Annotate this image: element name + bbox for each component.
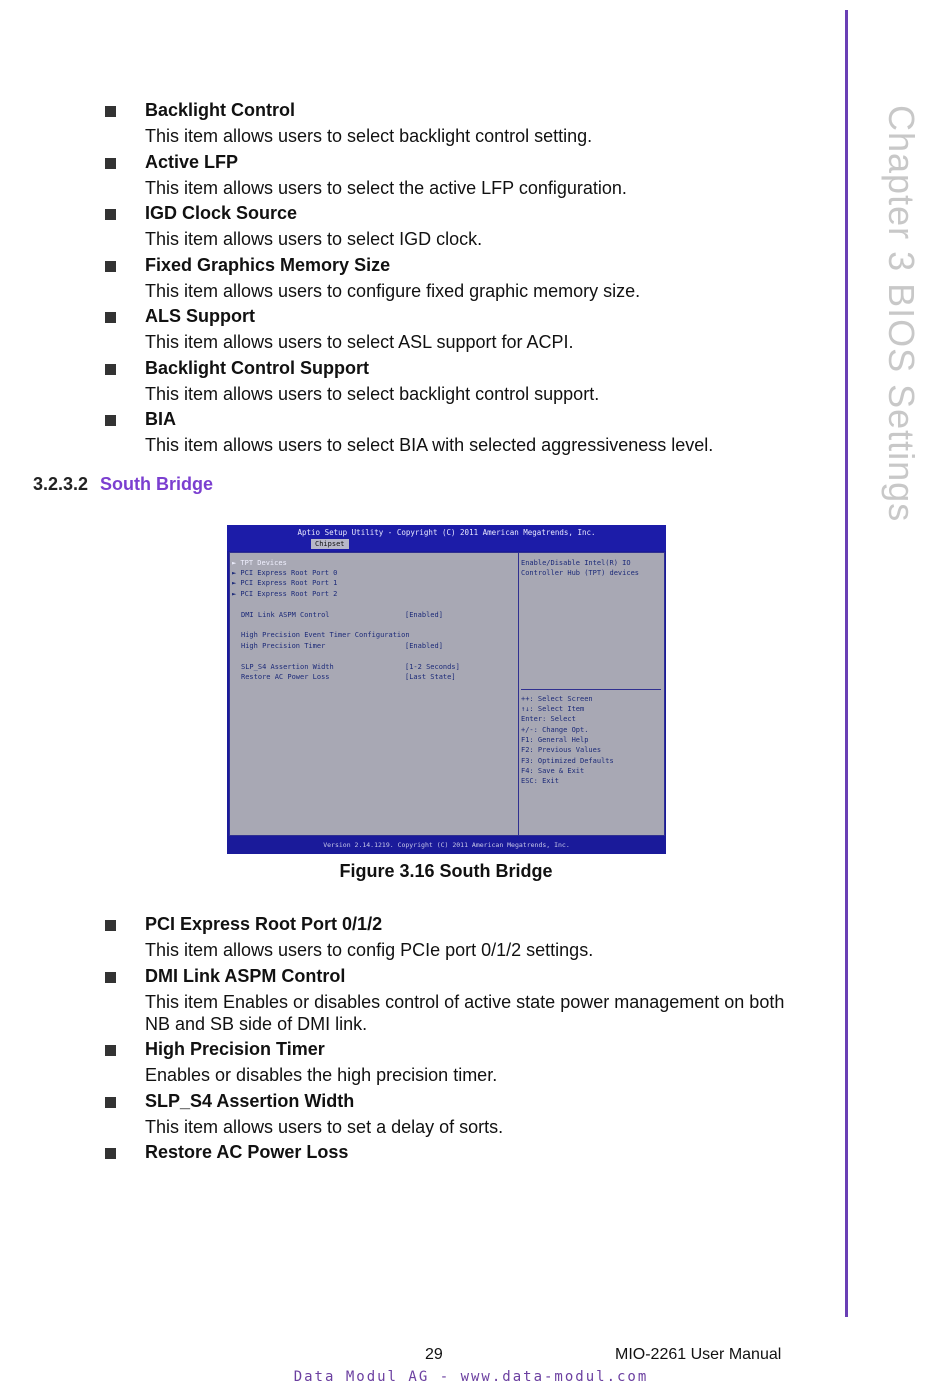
- item-description: This item allows users to select BIA with selected aggressiveness level.: [145, 435, 714, 455]
- item-title: Active LFP: [145, 152, 239, 172]
- bios-footer: [227, 838, 666, 854]
- dmi-link-aspm-value[interactable]: [Enabled]: [405, 611, 443, 619]
- item-description: This item allows users to select IGD clock.: [145, 229, 483, 249]
- figure-caption: Figure 3.16 South Bridge: [339, 861, 553, 881]
- page-footer: Data Modul AG - www.data-modul.com: [293, 1369, 649, 1385]
- tab-chipset[interactable]: Chipset: [311, 539, 349, 549]
- manual-name: MIO-2261 User Manual: [615, 1346, 782, 1363]
- item-title: IGD Clock Source: [145, 203, 298, 223]
- item-description: This item Enables or disables control of active state power management on both NB and SB side of DMI link.: [145, 992, 785, 1034]
- key-hint: F4: Save & Exit: [521, 767, 585, 775]
- bios-screenshot: [227, 525, 666, 854]
- item-title: SLP_S4 Assertion Width: [145, 1091, 355, 1111]
- bios-title: Aptio Setup Utility - Copyright (C) 2011 American Megatrends, Inc.: [297, 528, 596, 537]
- item-title: Fixed Graphics Memory Size: [145, 255, 391, 275]
- square-bullet-icon: [105, 209, 116, 220]
- key-hint: F1: General Help: [521, 736, 589, 744]
- bios-help-panel: [518, 552, 665, 836]
- chapter-divider-line: [845, 10, 848, 1317]
- restore-ac-power-loss-value[interactable]: [Last State]: [405, 673, 456, 681]
- section-title: South Bridge: [100, 474, 214, 494]
- key-hint: F3: Optimized Defaults: [521, 757, 614, 765]
- item-title: Backlight Control Support: [145, 358, 369, 378]
- item-title: ALS Support: [145, 306, 255, 326]
- help-text: Enable/Disable Intel(R) IO: [521, 559, 631, 567]
- menu-item-dmi-link-aspm[interactable]: DMI Link ASPM Control: [241, 611, 330, 619]
- key-hint: +/-: Change Opt.: [521, 726, 589, 734]
- item-description: This item allows users to set a delay of sorts.: [145, 1117, 504, 1137]
- bios-header: [227, 525, 666, 551]
- item-title: BIA: [145, 409, 176, 429]
- slp-s4-width-value[interactable]: [1-2 Seconds]: [405, 663, 460, 671]
- chapter-tab-label: Chapter 3 BIOS Settings: [881, 105, 922, 523]
- chapter-tab: [870, 105, 930, 565]
- section-number: 3.2.3.2: [33, 474, 89, 494]
- key-hint: ESC: Exit: [521, 777, 559, 785]
- item-description: This item allows users to select ASL support for ACPI.: [145, 332, 574, 352]
- item-description: Enables or disables the high precision timer.: [145, 1065, 498, 1085]
- key-hint: F2: Previous Values: [521, 746, 602, 754]
- square-bullet-icon: [105, 1045, 116, 1056]
- key-hint: ↑↓: Select Item: [521, 705, 585, 713]
- square-bullet-icon: [105, 158, 116, 169]
- item-description: This item allows users to select backlight control support.: [145, 384, 600, 404]
- item-title: Restore AC Power Loss: [145, 1142, 349, 1162]
- square-bullet-icon: [105, 364, 116, 375]
- high-precision-timer-value[interactable]: [Enabled]: [405, 642, 443, 650]
- square-bullet-icon: [105, 261, 116, 272]
- bios-version: Version 2.14.1219. Copyright (C) 2011 American Megatrends, Inc.: [323, 841, 570, 849]
- menu-item-restore-ac-power-loss[interactable]: Restore AC Power Loss: [241, 673, 330, 681]
- item-description: This item allows users to select backlight control setting.: [145, 126, 593, 146]
- square-bullet-icon: [105, 106, 116, 117]
- key-hint: ++: Select Screen: [521, 695, 593, 703]
- help-divider: [521, 689, 661, 690]
- square-bullet-icon: [105, 972, 116, 983]
- item-title: PCI Express Root Port 0/1/2: [145, 914, 383, 934]
- menu-item-pcie-root-port-0[interactable]: ► PCI Express Root Port 0: [232, 569, 338, 577]
- menu-item-high-precision-timer[interactable]: High Precision Timer: [241, 642, 326, 650]
- hpet-config-heading: High Precision Event Timer Configuration: [241, 631, 410, 639]
- menu-item-pcie-root-port-1[interactable]: ► PCI Express Root Port 1: [232, 579, 338, 587]
- section-heading: [33, 474, 213, 495]
- square-bullet-icon: [105, 1097, 116, 1108]
- item-description: This item allows users to select the active LFP configuration.: [145, 178, 627, 198]
- square-bullet-icon: [105, 312, 116, 323]
- menu-item-pcie-root-port-2[interactable]: ► PCI Express Root Port 2: [232, 590, 338, 598]
- square-bullet-icon: [105, 415, 116, 426]
- item-title: High Precision Timer: [145, 1039, 325, 1059]
- square-bullet-icon: [105, 1148, 116, 1159]
- menu-item-slp-s4-width[interactable]: SLP_S4 Assertion Width: [241, 663, 334, 671]
- item-description: This item allows users to config PCIe port 0/1/2 settings.: [145, 940, 594, 960]
- page-number: 29: [425, 1346, 443, 1363]
- item-title: DMI Link ASPM Control: [145, 966, 346, 986]
- square-bullet-icon: [105, 920, 116, 931]
- bios-menu-panel: [229, 552, 519, 836]
- item-title: Backlight Control: [145, 100, 296, 120]
- key-hint: Enter: Select: [521, 715, 576, 723]
- item-description: This item allows users to configure fixed graphic memory size.: [145, 281, 641, 301]
- help-text: Controller Hub (TPT) devices: [521, 569, 640, 577]
- menu-item-tpt-devices[interactable]: ► TPT Devices: [232, 559, 287, 567]
